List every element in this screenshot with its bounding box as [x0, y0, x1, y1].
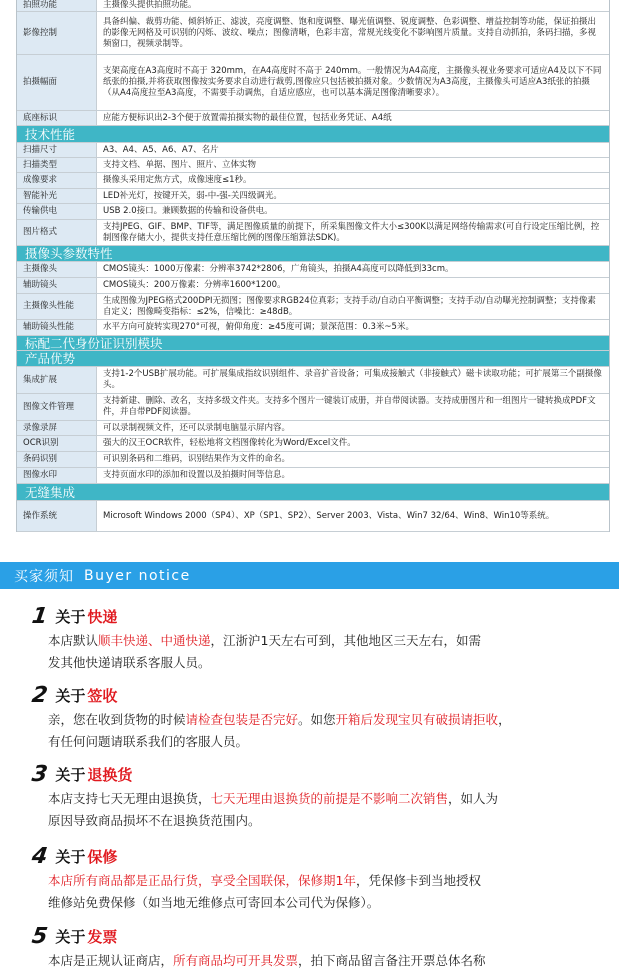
- spec-row: [17, 367, 609, 394]
- notice-text: 本店默认: [48, 633, 99, 648]
- spec-section-header: 标配二代身份证识别模块: [17, 336, 609, 351]
- spec-row-label: 条码识别: [17, 452, 97, 467]
- notice-heading: [32, 762, 132, 786]
- spec-row: [17, 143, 609, 158]
- spec-row: [17, 262, 609, 278]
- spec-row-value: 支持JPEG、GIF、BMP、TIF等，满足图像质量的前提下，所采集图像文件大小≤300K以满足网络传输需求(可自行设定压缩比例，控制图像存储大小，提供支持任意压缩比例的图像压缩算法SDK)。: [103, 221, 600, 243]
- spec-row-label: 影像控制: [17, 12, 97, 54]
- spec-row-value: A3、A4、A5、A6、A7、名片: [103, 144, 219, 155]
- notice-text: ，如人为: [448, 791, 499, 806]
- notice-text: 发其他快递请联系客服人员。: [48, 655, 211, 670]
- notice-highlight: 顺丰快递、中通快递: [98, 633, 211, 648]
- spec-row-value: 支架高度在A3高度时不高于 320mm，在A4高度时不高于 240mm。一般情况为A4高度，主摄像头视业务要求可适应A4及以下不同纸张的拍摄,并将获取图像按实务要求自动进行裁剪,图像应只包括被拍摄对象。少数情况为A3高度，主摄像头可适应A3纸张的拍摄（从A4高度拉至A3高度，不需要手动调焦，自适应感应，也可以基本满足图像清晰要求）。: [103, 66, 602, 98]
- spec-section-header: 摄像头参数特性: [17, 246, 609, 262]
- notice-heading: [32, 604, 117, 628]
- spec-row-label: OCR识别: [17, 436, 97, 451]
- spec-row: [17, 436, 609, 452]
- notice-text: 有任何问题请联系我们的客服人员。: [48, 734, 249, 749]
- spec-row-label: 图像文件管理: [17, 394, 97, 420]
- buyer-notice-title-cn: 买家须知: [14, 568, 74, 585]
- spec-row-value: CMOS镜头：200万像素：分辨率1600*1200。: [103, 280, 286, 290]
- notice-prefix: 关于: [55, 927, 86, 946]
- spec-row: [17, 452, 609, 468]
- spec-row-value: 摄像头采用定焦方式，成像速度≤1秒。: [103, 175, 252, 185]
- spec-row-value: 应能方便标识出2-3个便于放置需拍摄实物的最佳位置，包括业务凭证、A4纸: [103, 112, 392, 123]
- spec-row-value: 主摄像头提供拍照功能。: [103, 0, 197, 10]
- notice-number: 3: [30, 761, 50, 787]
- spec-row: [17, 0, 609, 12]
- notice-keyword: 退换货: [87, 765, 133, 784]
- spec-row-label: 主摄像头性能: [17, 294, 97, 319]
- notice-prefix: 关于: [55, 607, 86, 626]
- notice-highlight: 开箱后发现宝贝有破损请拒收: [335, 712, 499, 727]
- notice-number: 2: [30, 682, 50, 708]
- notice-prefix: 关于: [55, 686, 86, 705]
- spec-row-value: 支持新建、删除、改名，支持多级文件夹。支持多个图片一键装订成册，并自带阅读器。支持成册图片和一组图片一键转换成PDF文件，并自带PDF阅读器。: [103, 396, 596, 417]
- spec-row-label: 成像要求: [17, 173, 97, 188]
- buyer-notice-title-en: Buyer notice: [84, 567, 191, 584]
- spec-row-label: 扫描尺寸: [17, 143, 97, 157]
- spec-row: [17, 320, 609, 336]
- spec-row-value: 生成图像为JPEG格式200DPI无损图；图像要求RGB24位真彩；支持手动/自动白平衡调整；支持手动/自动曝光控制调整；支持像素自定义；图像畸变指标：≤2%，信噪比：≥48dB。: [103, 295, 596, 317]
- spec-row: [17, 189, 609, 204]
- notice-number: 5: [30, 923, 50, 949]
- spec-section-header: 技术性能: [17, 126, 609, 143]
- notice-heading: [32, 683, 117, 707]
- spec-row: [17, 55, 609, 111]
- notice-keyword: 快递: [87, 607, 118, 626]
- notice-text: ，江浙沪1天左右可到，其他地区三天左右，如需: [210, 633, 481, 648]
- spec-row: [17, 421, 609, 436]
- spec-row-value: 支持1-2个USB扩展功能。可扩展集成指纹识别组件、录音扩音设备；可集成接触式（非接触式）磁卡读取功能；可扩展第三个副摄像头。: [103, 369, 602, 390]
- spec-row: [17, 394, 609, 421]
- notice-text-line: [48, 731, 596, 753]
- notice-text: 。如您: [298, 712, 336, 727]
- notice-prefix: 关于: [55, 765, 86, 784]
- notice-text: 维修站免费保修（如当地无维修点可寄回本公司代为保修）。: [48, 895, 380, 910]
- spec-row-label: 辅助镜头性能: [17, 320, 97, 335]
- spec-row-label: 辅助镜头: [17, 278, 97, 293]
- notice-number: 1: [30, 603, 50, 629]
- notice-text-line: [48, 788, 596, 810]
- spec-row-label: 传输供电: [17, 204, 97, 219]
- spec-row-label: 拍照功能: [17, 0, 97, 11]
- spec-row-value: CMOS镜头：1000万像素：分辨率3742*2806，广角镜头，拍摄A4高度可以降低到33cm。: [103, 264, 454, 274]
- spec-row-value: 可以录制视频文件，还可以录制电脑显示屏内容。: [103, 422, 291, 433]
- notice-text-line: [48, 892, 596, 914]
- spec-row-value: 水平方向可旋转实现270°可视，俯仰角度：≥45度可调；景深范围：0.3米~5米。: [103, 322, 414, 332]
- spec-section-header: 产品优势: [17, 351, 609, 367]
- spec-table: [16, 0, 610, 532]
- spec-row-label: 录像录屏: [17, 421, 97, 435]
- spec-row: [17, 158, 609, 173]
- notice-text-line: [48, 950, 596, 972]
- spec-row-label: 拍摄幅面: [17, 55, 97, 110]
- spec-row-value: 支持文档、单据、图片、照片、立体实物: [103, 159, 257, 170]
- notice-text: 亲，您在收到货物的时候: [48, 712, 186, 727]
- notice-number: 4: [30, 843, 50, 869]
- notice-text: ，凭保修卡到当地授权: [355, 873, 481, 888]
- spec-row-value: 强大的汉王OCR软件，轻松地将文档图像转化为Word/Excel文件。: [103, 438, 356, 448]
- notice-keyword: 发票: [87, 927, 118, 946]
- spec-row-label: 扫描类型: [17, 158, 97, 172]
- spec-row-label: 主摄像头: [17, 262, 97, 277]
- spec-row: [17, 278, 609, 294]
- spec-row: [17, 12, 609, 55]
- spec-row-value: 支持页面水印的添加和设置以及拍摄时间等信息。: [103, 470, 291, 480]
- spec-row: [17, 501, 609, 532]
- notice-highlight: 请检查包装是否完好: [185, 712, 299, 727]
- spec-row-label: 图片格式: [17, 220, 97, 245]
- notice-text: 本店支持七天无理由退换货，: [48, 791, 211, 806]
- spec-row: [17, 294, 609, 320]
- spec-row-value: LED补光灯，按键开关，弱-中-强-关四级调光。: [103, 190, 282, 201]
- spec-row-label: 集成扩展: [17, 367, 97, 393]
- spec-row-value: 可识别条码和二维码，识别结果作为文件的命名。: [103, 454, 291, 464]
- notice-keyword: 保修: [87, 847, 118, 866]
- spec-section-header: 无缝集成: [17, 484, 609, 501]
- notice-highlight: 本店所有商品都是正品行货，享受全国联保，保修期1年: [48, 873, 356, 888]
- buyer-notice-bar: [0, 562, 619, 589]
- notice-keyword: 签收: [87, 686, 118, 705]
- notice-text: ，: [498, 712, 511, 727]
- spec-row-label: 图像水印: [17, 468, 97, 483]
- section-gap: [0, 548, 619, 562]
- notice-text: 本店是正规认证商店，: [48, 953, 174, 968]
- spec-row: [17, 468, 609, 484]
- spec-row-label: 底座标识: [17, 111, 97, 125]
- notice-text-line: [48, 630, 596, 652]
- spec-row: [17, 220, 609, 246]
- spec-row-value: USB 2.0接口。兼顾数据的传输和设备供电。: [103, 206, 273, 216]
- spec-row-label: 操作系统: [17, 501, 97, 531]
- notice-text-line: [48, 652, 596, 674]
- notice-text-line: [48, 709, 596, 731]
- spec-row-value: 具备纠偏、裁剪功能、倾斜矫正、滤波，亮度调整、饱和度调整、曝光值调整、锐度调整、色彩调整、增益控制等功能，保证拍摄出的影像无网格及可识别的闪烁、波纹、噪点；图像清晰，色彩丰富，常规光线变化不影响图片质量。支持自动抓拍，条码扫描，多视频窗口，视频录制等。: [103, 16, 597, 49]
- notice-text-line: [48, 870, 596, 892]
- spec-row: [17, 111, 609, 126]
- spec-row: [17, 204, 609, 220]
- spec-row-value: Microsoft Windows 2000（SP4）、XP（SP1、SP2）、Server 2003、Vista、Win7 32/64、Win8、Win10等系统。: [103, 510, 555, 521]
- notice-heading: [32, 924, 117, 948]
- notice-text: 原因导致商品损坏不在退换货范围内。: [48, 813, 261, 828]
- notice-text-line: [48, 810, 596, 832]
- spec-row-label: 智能补光: [17, 189, 97, 203]
- notice-heading: [32, 844, 117, 868]
- notice-highlight: 七天无理由退换货的前提是不影响二次销售: [210, 791, 449, 806]
- spec-row: [17, 173, 609, 189]
- notice-prefix: 关于: [55, 847, 86, 866]
- notice-text: ，拍下商品留言备注开票总体名称: [298, 953, 486, 968]
- notice-highlight: 所有商品均可开具发票: [173, 953, 299, 968]
